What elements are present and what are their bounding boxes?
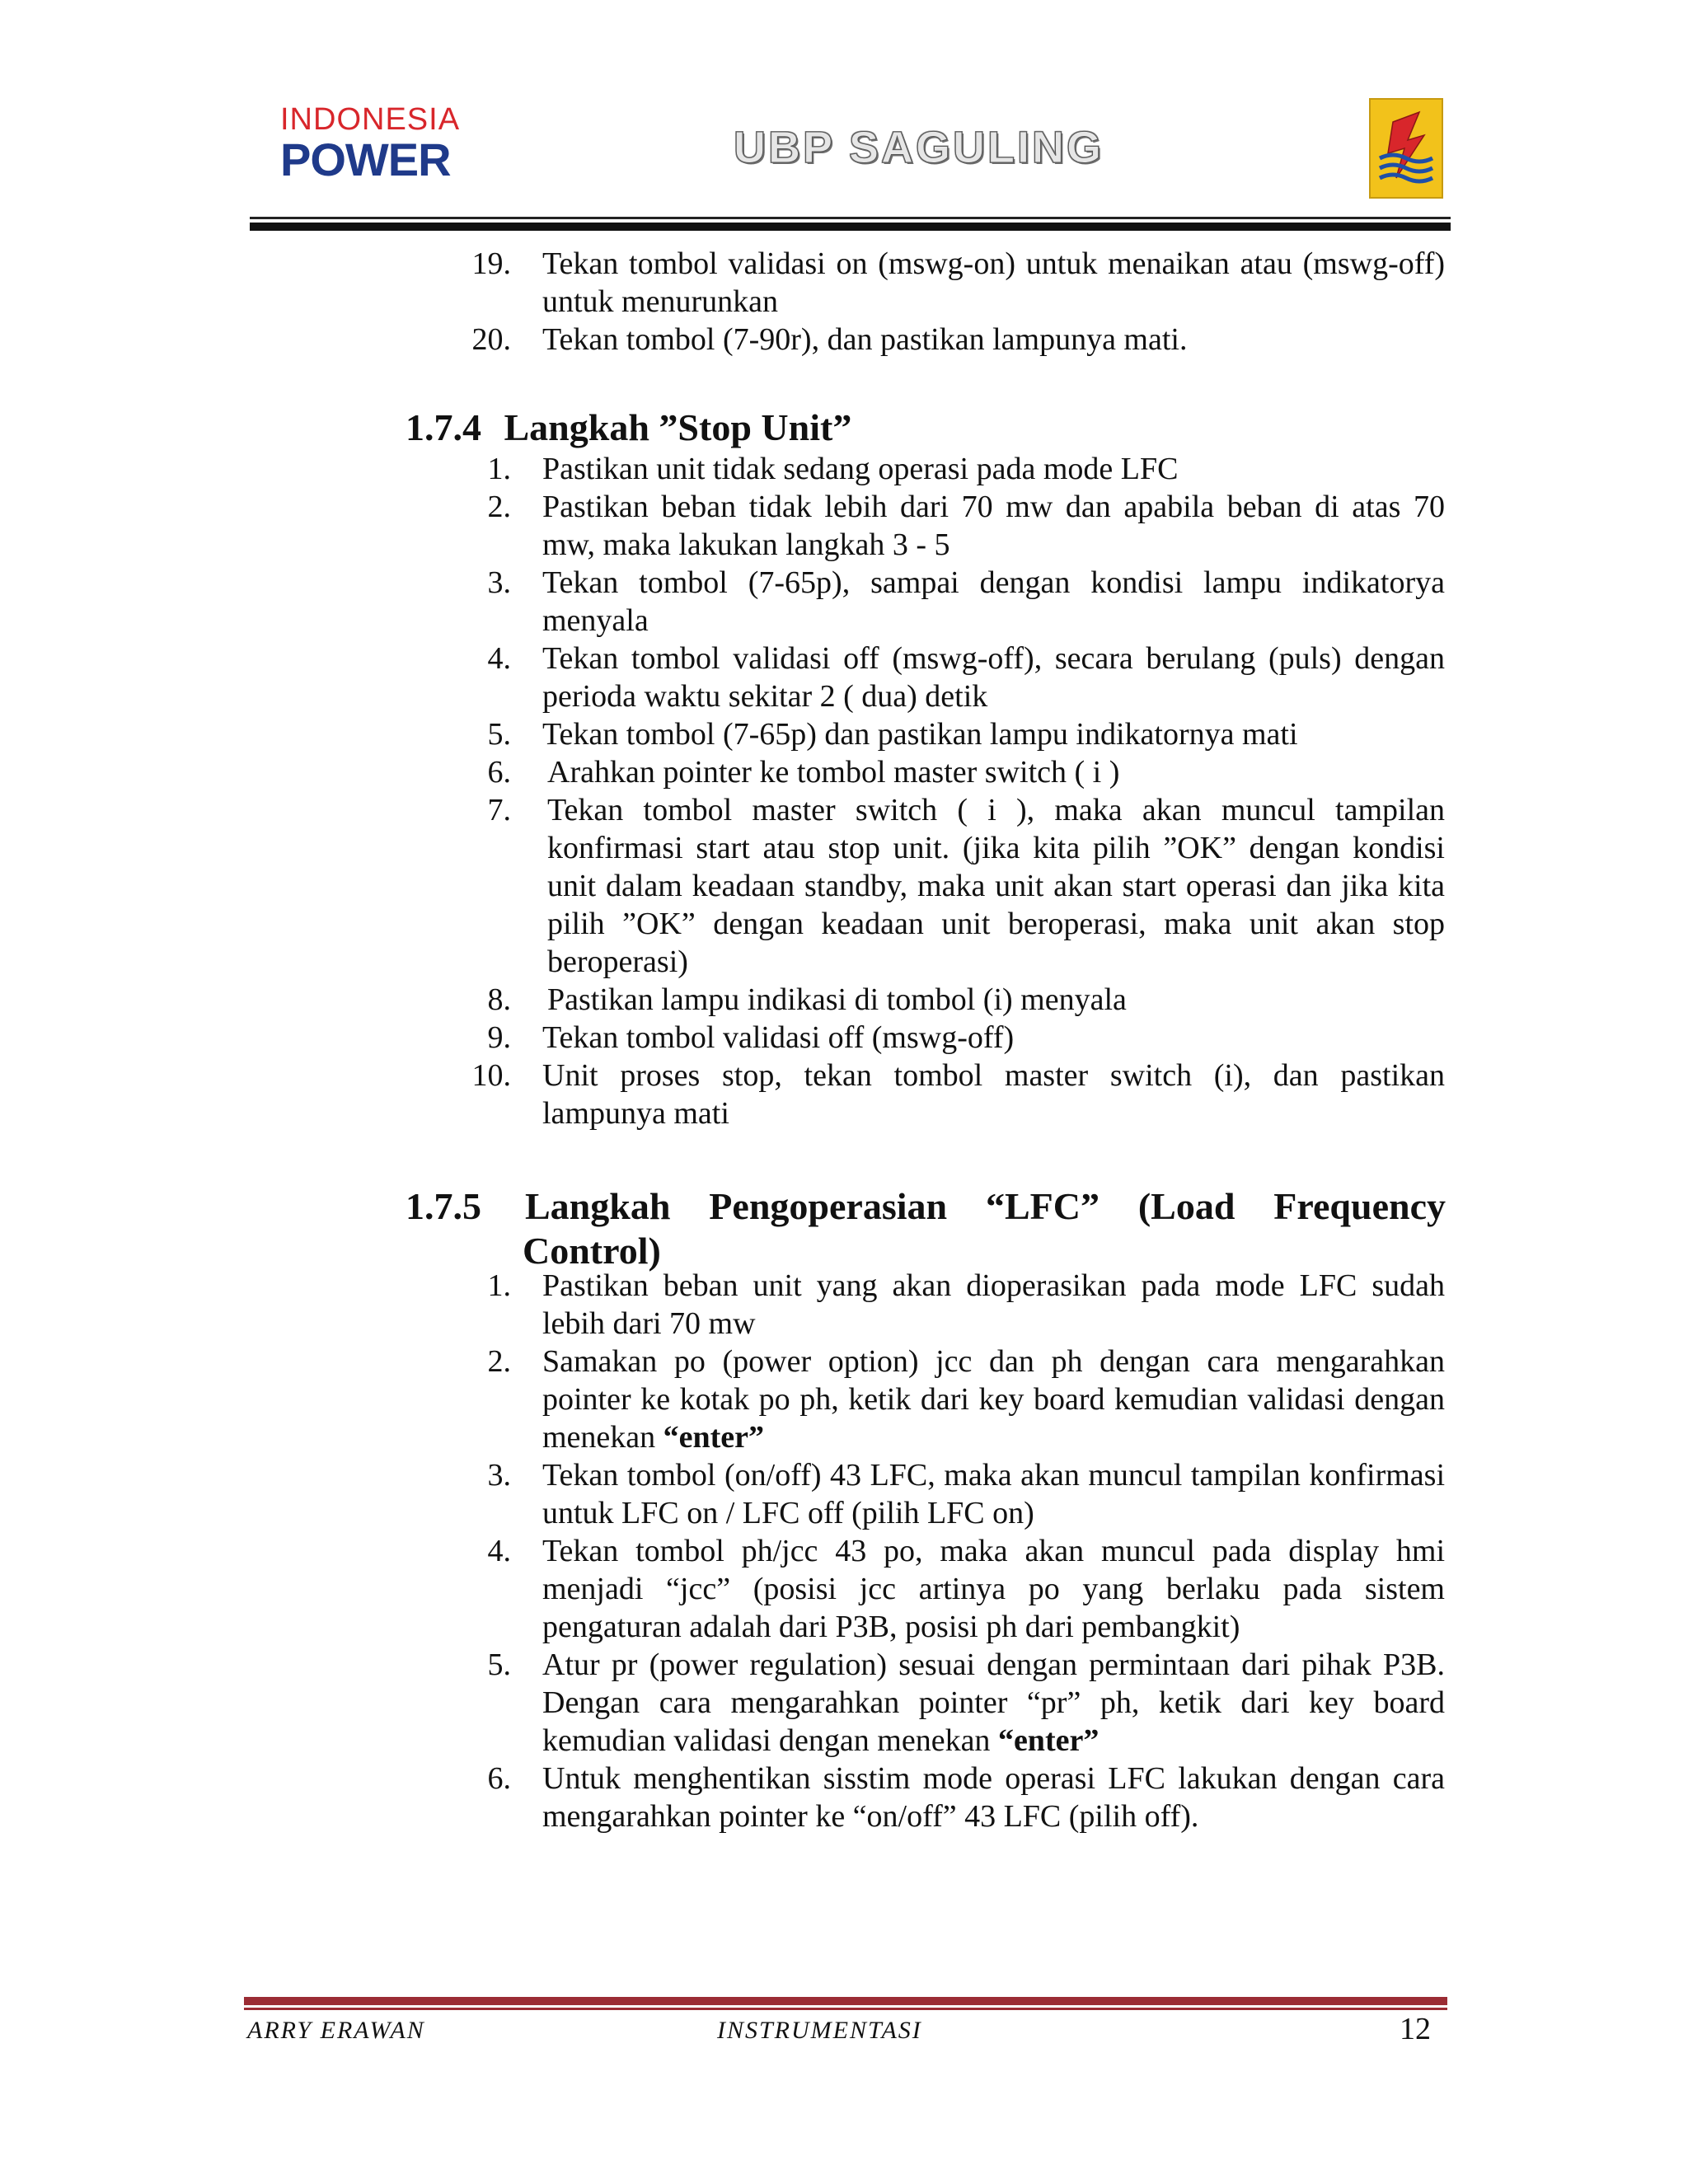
item-text: Pastikan beban unit yang akan dioperasikan pada mode LFC sudah lebih dari 70 mw bbox=[542, 1268, 1445, 1341]
item-text: Tekan tombol (on/off) 43 LFC, maka akan muncul tampilan konfirmasi untuk LFC on / LFC off (pilih LFC on) bbox=[542, 1458, 1445, 1530]
item-text: Pastikan beban tidak lebih dari 70 mw dan apabila beban di atas 70 mw, maka lakukan langkah 3 - 5 bbox=[542, 490, 1445, 562]
section-title-line1: Langkah Pengoperasian “LFC” (Load Frequency bbox=[525, 1185, 1446, 1227]
page-number: 12 bbox=[1400, 2012, 1431, 2046]
pln-logo-icon bbox=[1368, 97, 1444, 199]
list-item bbox=[0, 488, 1688, 564]
list-item bbox=[0, 1343, 1688, 1456]
item-number: 2. bbox=[487, 1344, 511, 1379]
list-item bbox=[0, 1019, 1688, 1057]
item-number: 3. bbox=[487, 1458, 511, 1493]
list-item bbox=[0, 1267, 1688, 1343]
footer-divider-thick bbox=[244, 1997, 1447, 2005]
list-item bbox=[0, 1646, 1688, 1760]
list-item bbox=[0, 321, 1688, 359]
footer-author: ARRY ERAWAN bbox=[247, 2017, 425, 2044]
section-title: Langkah ”Stop Unit” bbox=[504, 406, 852, 448]
stop-unit-steps-list bbox=[0, 450, 1688, 1132]
item-text: Tekan tombol (7-65p), sampai dengan kondisi lampu indikatorya menyala bbox=[542, 565, 1445, 638]
section-number: 1.7.4 bbox=[406, 406, 481, 448]
list-item bbox=[0, 564, 1688, 640]
item-number: 6. bbox=[487, 755, 511, 790]
item-text: Pastikan unit tidak sedang operasi pada mode LFC bbox=[542, 452, 1179, 486]
item-number: 1. bbox=[487, 1268, 511, 1303]
item-number: 4. bbox=[487, 1534, 511, 1568]
item-number: 2. bbox=[487, 490, 511, 524]
item-text: Unit proses stop, tekan tombol master switch (i), dan pastikan lampunya mati bbox=[542, 1058, 1445, 1131]
item-number: 20. bbox=[471, 322, 511, 357]
item-number: 19. bbox=[471, 246, 511, 281]
lfc-steps-list bbox=[0, 1267, 1688, 1835]
item-text: Untuk menghentikan sisstim mode operasi LFC lakukan dengan cara mengarahkan pointer ke “on/off” 43 LFC (pilih off). bbox=[542, 1761, 1445, 1834]
section-heading-174 bbox=[406, 405, 851, 450]
item-text-bold: “enter” bbox=[663, 1420, 765, 1455]
item-text-body: Atur pr (power regulation) sesuai dengan permintaan dari pihak P3B. Dengan cara mengarahkan pointer “pr” ph, ketik dari key board kemudian validasi dengan menekan bbox=[542, 1647, 1445, 1758]
item-text: Tekan tombol master switch ( i ), maka akan muncul tampilan konfirmasi start atau stop unit. (jika kita pilih ”OK” dengan kondisi unit dalam keadaan standby, maka unit akan start operasi dan jika kita pilih ”OK” dengan keadaan unit beroperasi, maka unit akan stop beroperasi) bbox=[547, 793, 1445, 979]
item-number: 7. bbox=[487, 793, 511, 827]
continued-steps-list bbox=[0, 245, 1688, 359]
list-item bbox=[0, 450, 1688, 488]
item-number: 6. bbox=[487, 1761, 511, 1796]
item-number: 1. bbox=[487, 452, 511, 486]
item-number: 5. bbox=[487, 1647, 511, 1682]
list-item bbox=[0, 1532, 1688, 1646]
item-text: Tekan tombol validasi off (mswg-off), secara berulang (puls) dengan perioda waktu sekitar 2 ( dua) detik bbox=[542, 641, 1445, 714]
ubp-saguling-logo: UBP SAGULING bbox=[734, 123, 1104, 172]
list-item bbox=[0, 715, 1688, 753]
item-number: 8. bbox=[487, 982, 511, 1017]
item-text-body: Samakan po (power option) jcc dan ph dengan cara mengarahkan pointer ke kotak po ph, ketik dari key board kemudian validasi dengan menekan bbox=[542, 1344, 1445, 1455]
item-text bbox=[542, 1646, 1445, 1760]
item-number: 5. bbox=[487, 717, 511, 752]
item-number: 3. bbox=[487, 565, 511, 600]
item-text: Tekan tombol validasi off (mswg-off) bbox=[542, 1020, 1015, 1055]
list-item bbox=[0, 791, 1688, 981]
list-item bbox=[0, 1760, 1688, 1835]
logo-text-indonesia: INDONESIA bbox=[280, 102, 461, 137]
item-text: Arahkan pointer ke tombol master switch ( i ) bbox=[547, 755, 1120, 790]
footer-department: INSTRUMENTASI bbox=[717, 2017, 922, 2044]
item-text: Pastikan lampu indikasi di tombol (i) menyala bbox=[547, 982, 1127, 1017]
header-divider-thin bbox=[250, 217, 1451, 219]
list-item bbox=[0, 640, 1688, 715]
section-title-line2: Control) bbox=[523, 1230, 661, 1272]
item-text: Tekan tombol (7-90r), dan pastikan lampunya mati. bbox=[542, 322, 1188, 357]
footer-divider-thin bbox=[244, 2008, 1447, 2010]
header-divider-thick bbox=[250, 223, 1451, 231]
item-text: Tekan tombol validasi on (mswg-on) untuk menaikan atau (mswg-off) untuk menurunkan bbox=[542, 246, 1445, 319]
logo-text-power: POWER bbox=[280, 134, 451, 185]
list-item bbox=[0, 753, 1688, 791]
list-item bbox=[0, 1057, 1688, 1132]
item-text-bold: “enter” bbox=[997, 1723, 1100, 1758]
item-number: 10. bbox=[471, 1058, 511, 1093]
list-item bbox=[0, 245, 1688, 321]
indonesia-power-logo bbox=[280, 102, 461, 185]
item-number: 4. bbox=[487, 641, 511, 676]
section-number: 1.7.5 bbox=[406, 1185, 481, 1227]
item-number: 9. bbox=[487, 1020, 511, 1055]
item-text: Tekan tombol ph/jcc 43 po, maka akan muncul pada display hmi menjadi “jcc” (posisi jcc artinya po yang berlaku pada sistem pengaturan adalah dari P3B, posisi ph dari pembangkit) bbox=[542, 1534, 1445, 1644]
section-heading-175 bbox=[406, 1184, 1446, 1273]
list-item bbox=[0, 1456, 1688, 1532]
item-text: Tekan tombol (7-65p) dan pastikan lampu indikatornya mati bbox=[542, 717, 1298, 752]
list-item bbox=[0, 981, 1688, 1019]
item-text bbox=[542, 1343, 1445, 1456]
